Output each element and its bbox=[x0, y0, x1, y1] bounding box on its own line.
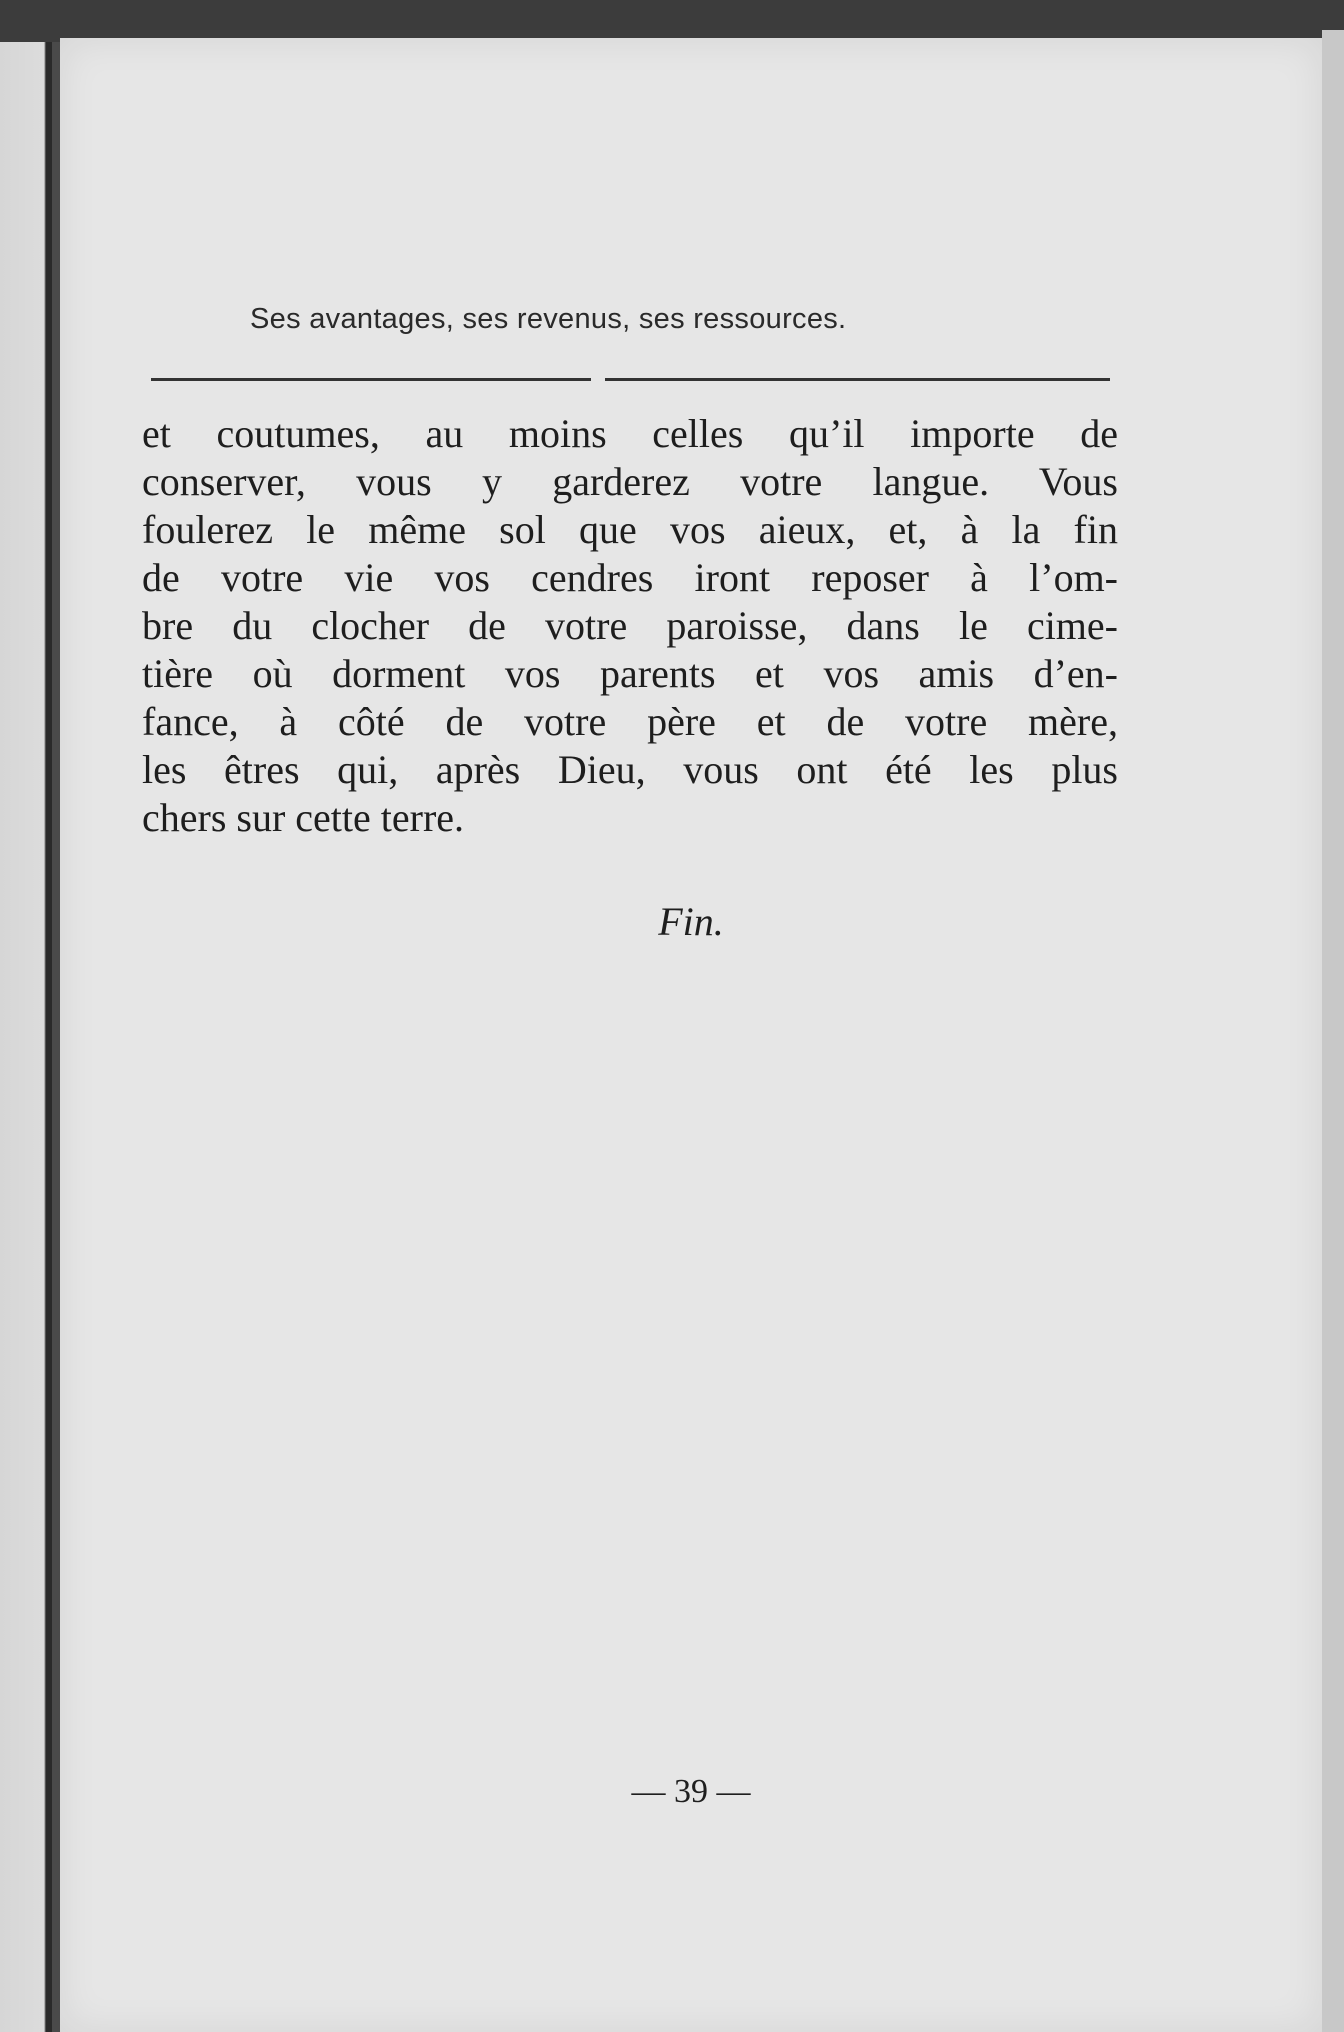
scan-right-border bbox=[1322, 30, 1344, 2032]
closing-word: Fin. bbox=[658, 899, 724, 944]
text-line: fance, à côté de votre père et de votre mère, bbox=[142, 699, 1118, 744]
book-page bbox=[60, 38, 1322, 2032]
scan-top-border bbox=[0, 0, 1344, 42]
text-line: de votre vie vos cendres iront reposer à l’om- bbox=[142, 555, 1118, 600]
page-number: — 39 — bbox=[631, 1773, 751, 1810]
text-line: tière où dorment vos parents et vos amis d’en- bbox=[142, 651, 1118, 696]
running-head: Ses avantages, ses revenus, ses ressources. bbox=[250, 303, 847, 335]
paragraph bbox=[142, 410, 1118, 842]
text-line: conserver, vous y garderez votre langue. Vous bbox=[142, 459, 1118, 504]
text-line: foulerez le même sol que vos aieux, et, à la fin bbox=[142, 507, 1118, 552]
text-line: les êtres qui, après Dieu, vous ont été les plus bbox=[142, 747, 1118, 792]
text-line: bre du clocher de votre paroisse, dans le cime- bbox=[142, 603, 1118, 648]
text-line: et coutumes, au moins celles qu’il importe de bbox=[142, 411, 1118, 456]
book-binding-edge bbox=[0, 42, 52, 2032]
header-rule-left bbox=[151, 378, 591, 381]
header-rule-right bbox=[605, 378, 1110, 381]
text-line: chers sur cette terre. bbox=[142, 795, 465, 840]
